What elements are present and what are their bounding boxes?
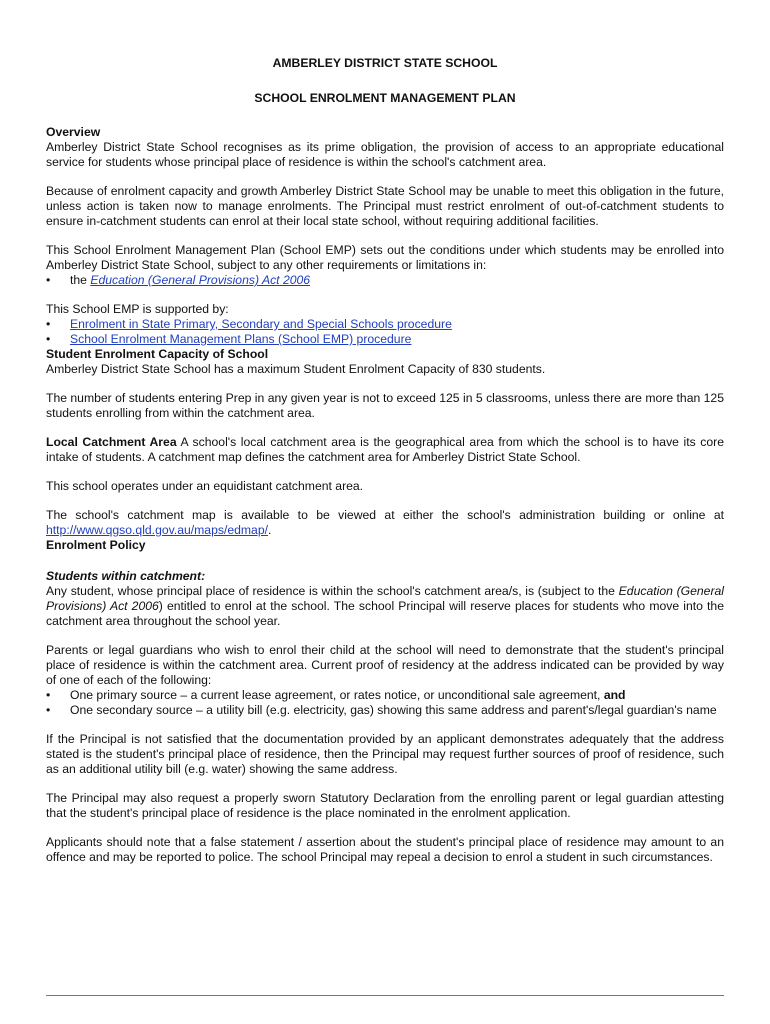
overview-paragraph-3: This School Enrolment Management Plan (School EMP) sets out the conditions under which students may be enrolled into Amberley District State School, subject to any other requirements or limitations in: <box>46 243 724 272</box>
within-catchment-subheading: Students within catchment: <box>46 569 206 583</box>
capacity-heading: Student Enrolment Capacity of School <box>46 347 269 361</box>
school-name-title: AMBERLEY DISTRICT STATE SCHOOL <box>272 56 498 70</box>
enrolment-procedure-link[interactable]: Enrolment in State Primary, Secondary and Special Schools procedure <box>70 317 452 331</box>
procedure-item <box>46 332 724 347</box>
procedure-list <box>46 317 724 347</box>
legislation-item <box>46 273 724 288</box>
overview-paragraph-1: Amberley District State School recognises as its prime obligation, the provision of access to an appropriate educational service for students whose principal place of residence is within the school's catchment area. <box>46 140 724 169</box>
act-link[interactable]: Education (General Provisions) Act 2006 <box>90 273 311 287</box>
proof-primary-text: One primary source – a current lease agreement, or rates notice, or unconditional sale agreement, <box>70 688 604 702</box>
catchment-heading: Local Catchment Area <box>46 435 177 449</box>
capacity-paragraph-2: The number of students entering Prep in any given year is not to exceed 125 in 5 classrooms, unless there are more than 125 students enrolling from within the catchment area. <box>46 391 724 420</box>
plan-title: SCHOOL ENROLMENT MANAGEMENT PLAN <box>254 91 516 105</box>
overview-heading: Overview <box>46 125 101 139</box>
overview-paragraph-2: Because of enrolment capacity and growth Amberley District State School may be unable to meet this obligation in the future, unless action is taken now to manage enrolments. The Principal must restrict enrolment of out-of-catchment students to ensure in-catchment students can enrol at their local state school, without requiring additional facilities. <box>46 184 724 228</box>
proof-item-primary <box>46 688 724 703</box>
policy-paragraph-5: Applicants should note that a false statement / assertion about the student's principal place of residence may amount to an offence and may be reported to police. The school Principal may repeal a decision to enrol a student in such circumstances. <box>46 835 724 864</box>
catchment-paragraph-3 <box>46 508 724 538</box>
emp-procedure-link[interactable]: School Enrolment Management Plans (School EMP) procedure <box>70 332 412 346</box>
policy-paragraph-3: If the Principal is not satisfied that the documentation provided by an applicant demonstrates adequately that the address stated is the student's principal place of residence, then the Principal may request further sources of proof of residence, such as an additional utility bill (e.g. water) showing the same address. <box>46 732 724 776</box>
catchment-paragraph-2: This school operates under an equidistant catchment area. <box>46 479 364 493</box>
policy-paragraph-4: The Principal may also request a properly sworn Statutory Declaration from the enrolling parent or legal guardian attesting that the student's principal place of residence is the place nominated in the enrolment application. <box>46 791 724 820</box>
proof-list <box>46 688 724 718</box>
catchment-paragraph-1 <box>46 435 724 465</box>
policy-p1-end: ) entitled to enrol at the school. The school Principal will reserve places for students who move into the catchment area throughout the school year. <box>46 599 724 628</box>
procedure-item <box>46 317 724 332</box>
proof-and: and <box>603 688 626 702</box>
policy-p1-start: Any student, whose principal place of residence is within the school's catchment area/s, is (subject to the <box>46 584 619 598</box>
policy-act-reference: Education (General Provisions) Act 2006 <box>46 584 724 613</box>
catchment-map-link[interactable]: http://www.qgso.qld.gov.au/maps/edmap/ <box>46 523 268 537</box>
legislation-prefix: the <box>70 273 91 287</box>
catchment-map-text: The school's catchment map is available to be viewed at either the school's administration building or online at <box>46 508 724 522</box>
footer-divider <box>46 995 724 996</box>
policy-paragraph-2: Parents or legal guardians who wish to enrol their child at the school will need to demonstrate that the student's principal place of residence is within the catchment area. Current proof of residency at the address indicated can be provided by way of one of each of the following: <box>46 643 724 687</box>
supported-by-text: This School EMP is supported by: <box>46 302 229 316</box>
legislation-list <box>46 273 724 288</box>
capacity-paragraph-1: Amberley District State School has a maximum Student Enrolment Capacity of 830 students. <box>46 362 546 376</box>
enrolment-policy-heading: Enrolment Policy <box>46 538 146 552</box>
policy-paragraph-1 <box>46 584 724 629</box>
catchment-text: A school's local catchment area is the geographical area from which the school is to have its core intake of students. A catchment map defines the catchment area for Amberley District State School. <box>46 435 724 464</box>
document-body <box>46 56 724 865</box>
catchment-map-period: . <box>267 523 272 537</box>
proof-item-secondary: • One secondary source – a utility bill (e.g. electricity, gas) showing this same address and parent's/legal guardian's name <box>46 703 724 718</box>
